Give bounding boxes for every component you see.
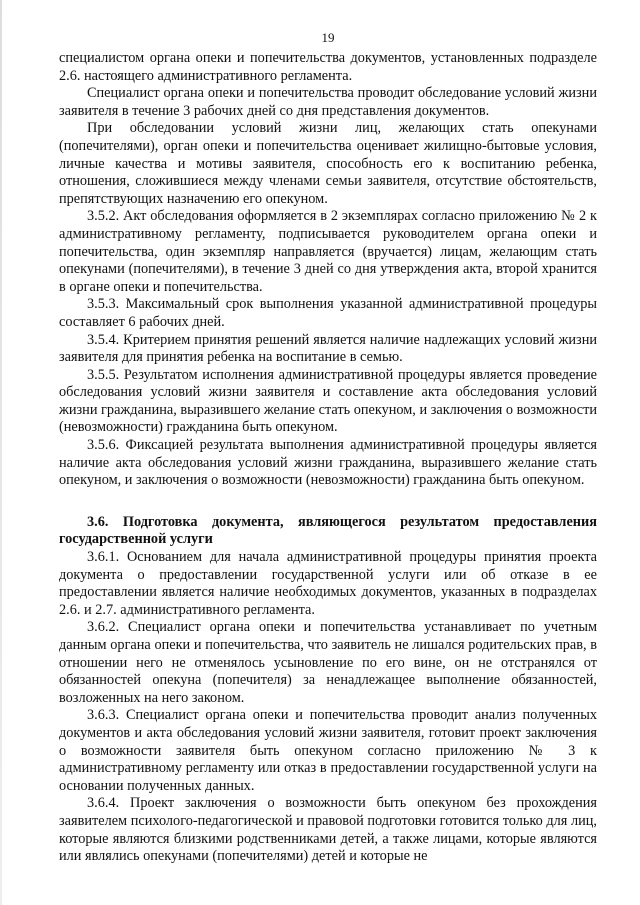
- paragraph: 3.6.4. Проект заключения о возможности быть опекуном без прохождения заявителем психолого-педагогической и правовой подготовки готовится только для лиц, которые являются близкими родственниками детей, а также лицами, которые являются или являлись опекунами (попечителями) детей и которые не: [59, 795, 597, 865]
- paragraph: 3.6.2. Специалист органа опеки и попечительства устанавливает по учетным данным органа опеки и попечительства, что заявитель не лишался родительских прав, в отношении него не отменялось усыновление по его вине, он не отстранялся от обязанностей опекуна (попечителя) за ненадлежащее выполнение обязанностей, возложенных на него законом.: [59, 619, 597, 706]
- paragraph: 3.5.2. Акт обследования оформляется в 2 экземплярах согласно приложению № 2 к административному регламенту, подписывается руководителем органа опеки и попечительства, один экземпляр направляется (вручается) лицам, желающим стать опекунами (попечителями), в течение 3 дней со дня утверждения акта, второй хранится в органе опеки и попечительства.: [59, 208, 597, 295]
- paragraph-continuation: специалистом органа опеки и попечительства документов, установленных подразделе 2.6. настоящего административного регламента.: [59, 50, 597, 84]
- paragraph: 3.6.1. Основанием для начала административной процедуры принятия проекта документа о предоставлении государственной услуги или об отказе в ее предоставлении является наличие необходимых документов, указанных в подразделах 2.6. и 2.7. административного регламента.: [59, 549, 597, 618]
- section-heading: 3.6. Подготовка документа, являющегося результатом предоставления государственной услуги: [59, 513, 597, 548]
- paragraph: 3.5.5. Результатом исполнения административной процедуры является проведение обследования условий жизни заявителя и составление акта обследования условий жизни гражданина, выразившего желание стать опекуном, и заключения о возможности (невозможности) гражданина быть опекуном.: [59, 366, 597, 436]
- paragraph: 3.5.3. Максимальный срок выполнения указанной административной процедуры составляет 6 рабочих дней.: [59, 296, 597, 330]
- paragraph: 3.5.6. Фиксацией результата выполнения административной процедуры является наличие акта обследования условий жизни гражданина, выразившего желание стать опекуном, и заключения о возможности (невозможности) гражданина быть опекуном.: [59, 437, 597, 489]
- paragraph: 3.6.3. Специалист органа опеки и попечительства проводит анализ полученных документов и акта обследования условий жизни заявителя, готовит проект заключения о возможности заявителя быть опекуном согласно приложению № 3 к административному регламенту или отказ в предоставлении государственной услуги на основании полученных данных.: [59, 707, 597, 794]
- page-number: 19: [321, 30, 335, 45]
- paragraph: Специалист органа опеки и попечительства проводит обследование условий жизни заявителя в течение 3 рабочих дней со дня представления документов.: [59, 85, 597, 119]
- paragraph: При обследовании условий жизни лиц, желающих стать опекунами (попечителями), орган опеки и попечительства оценивает жилищно-бытовые условия, личные качества и мотивы заявителя, способность его к воспитанию ребенка, отношения, сложившиеся между членами семьи заявителя, отсутствие обстоятельств, препятствующих назначению его опекуном.: [59, 120, 597, 207]
- paragraph: 3.5.4. Критерием принятия решений является наличие надлежащих условий жизни заявителя для принятия ребенка на воспитание в семью.: [59, 331, 597, 366]
